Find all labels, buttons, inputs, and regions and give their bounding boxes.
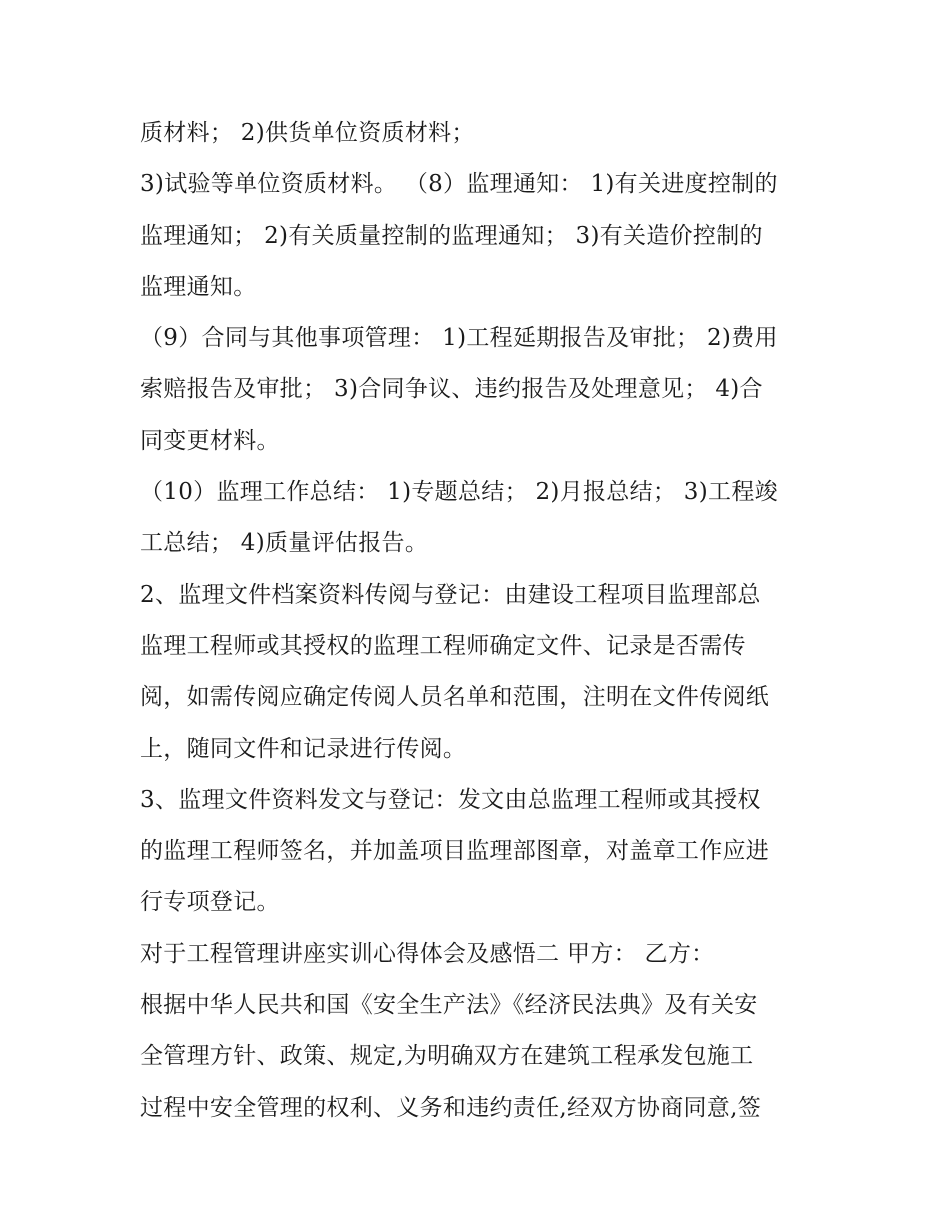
text-line: 2、监理文件档案资料传阅与登记：由建设工程项目监理部总: [140, 581, 761, 608]
text-line: 监理通知； 2)有关质量控制的监理通知； 3)有关造价控制的: [140, 222, 763, 249]
text-line: 3、监理文件资料发文与登记：发文由总监理工程师或其授权: [140, 786, 761, 813]
text-line: 上，随同文件和记录进行传阅。: [140, 735, 467, 762]
text-line: 监理工程师或其授权的监理工程师确定文件、记录是否需传: [140, 632, 746, 659]
text-line: 3)试验等单位资质材料。 （8）监理通知： 1)有关进度控制的: [140, 171, 778, 198]
text-line: 过程中安全管理的权利、义务和违约责任,经双方协商同意,签: [140, 1094, 762, 1121]
text-line: 监理通知。: [140, 273, 257, 300]
text-line: 根据中华人民共和国《安全生产法》《经济民法典》及有关安: [140, 992, 758, 1019]
document-body: [140, 108, 820, 1134]
text-line: 全管理方针、政策、规定,为明确双方在建筑工程承发包施工: [140, 1043, 754, 1070]
text-line: 行专项登记。: [140, 889, 280, 916]
text-line: 的监理工程师签名，并加盖项目监理部图章，对盖章工作应进: [140, 838, 770, 865]
text-line: 索赔报告及审批； 3)合同争议、违约报告及处理意见； 4)合: [140, 376, 763, 403]
text-line: （9）合同与其他事项管理： 1)工程延期报告及审批； 2)费用: [140, 325, 778, 352]
text-line: （10）监理工作总结： 1)专题总结； 2)月报总结； 3)工程竣: [140, 479, 778, 506]
text-line: 工总结； 4)质量评估报告。: [140, 530, 429, 557]
text-line: 阅，如需传阅应确定传阅人员名单和范围，注明在文件传阅纸: [140, 684, 770, 711]
text-line: 对于工程管理讲座实训心得体会及感悟二 甲方： 乙方：: [140, 940, 715, 967]
text-line: 质材料； 2)供货单位资质材料；: [140, 120, 475, 146]
text-line: 同变更材料。: [140, 427, 280, 454]
